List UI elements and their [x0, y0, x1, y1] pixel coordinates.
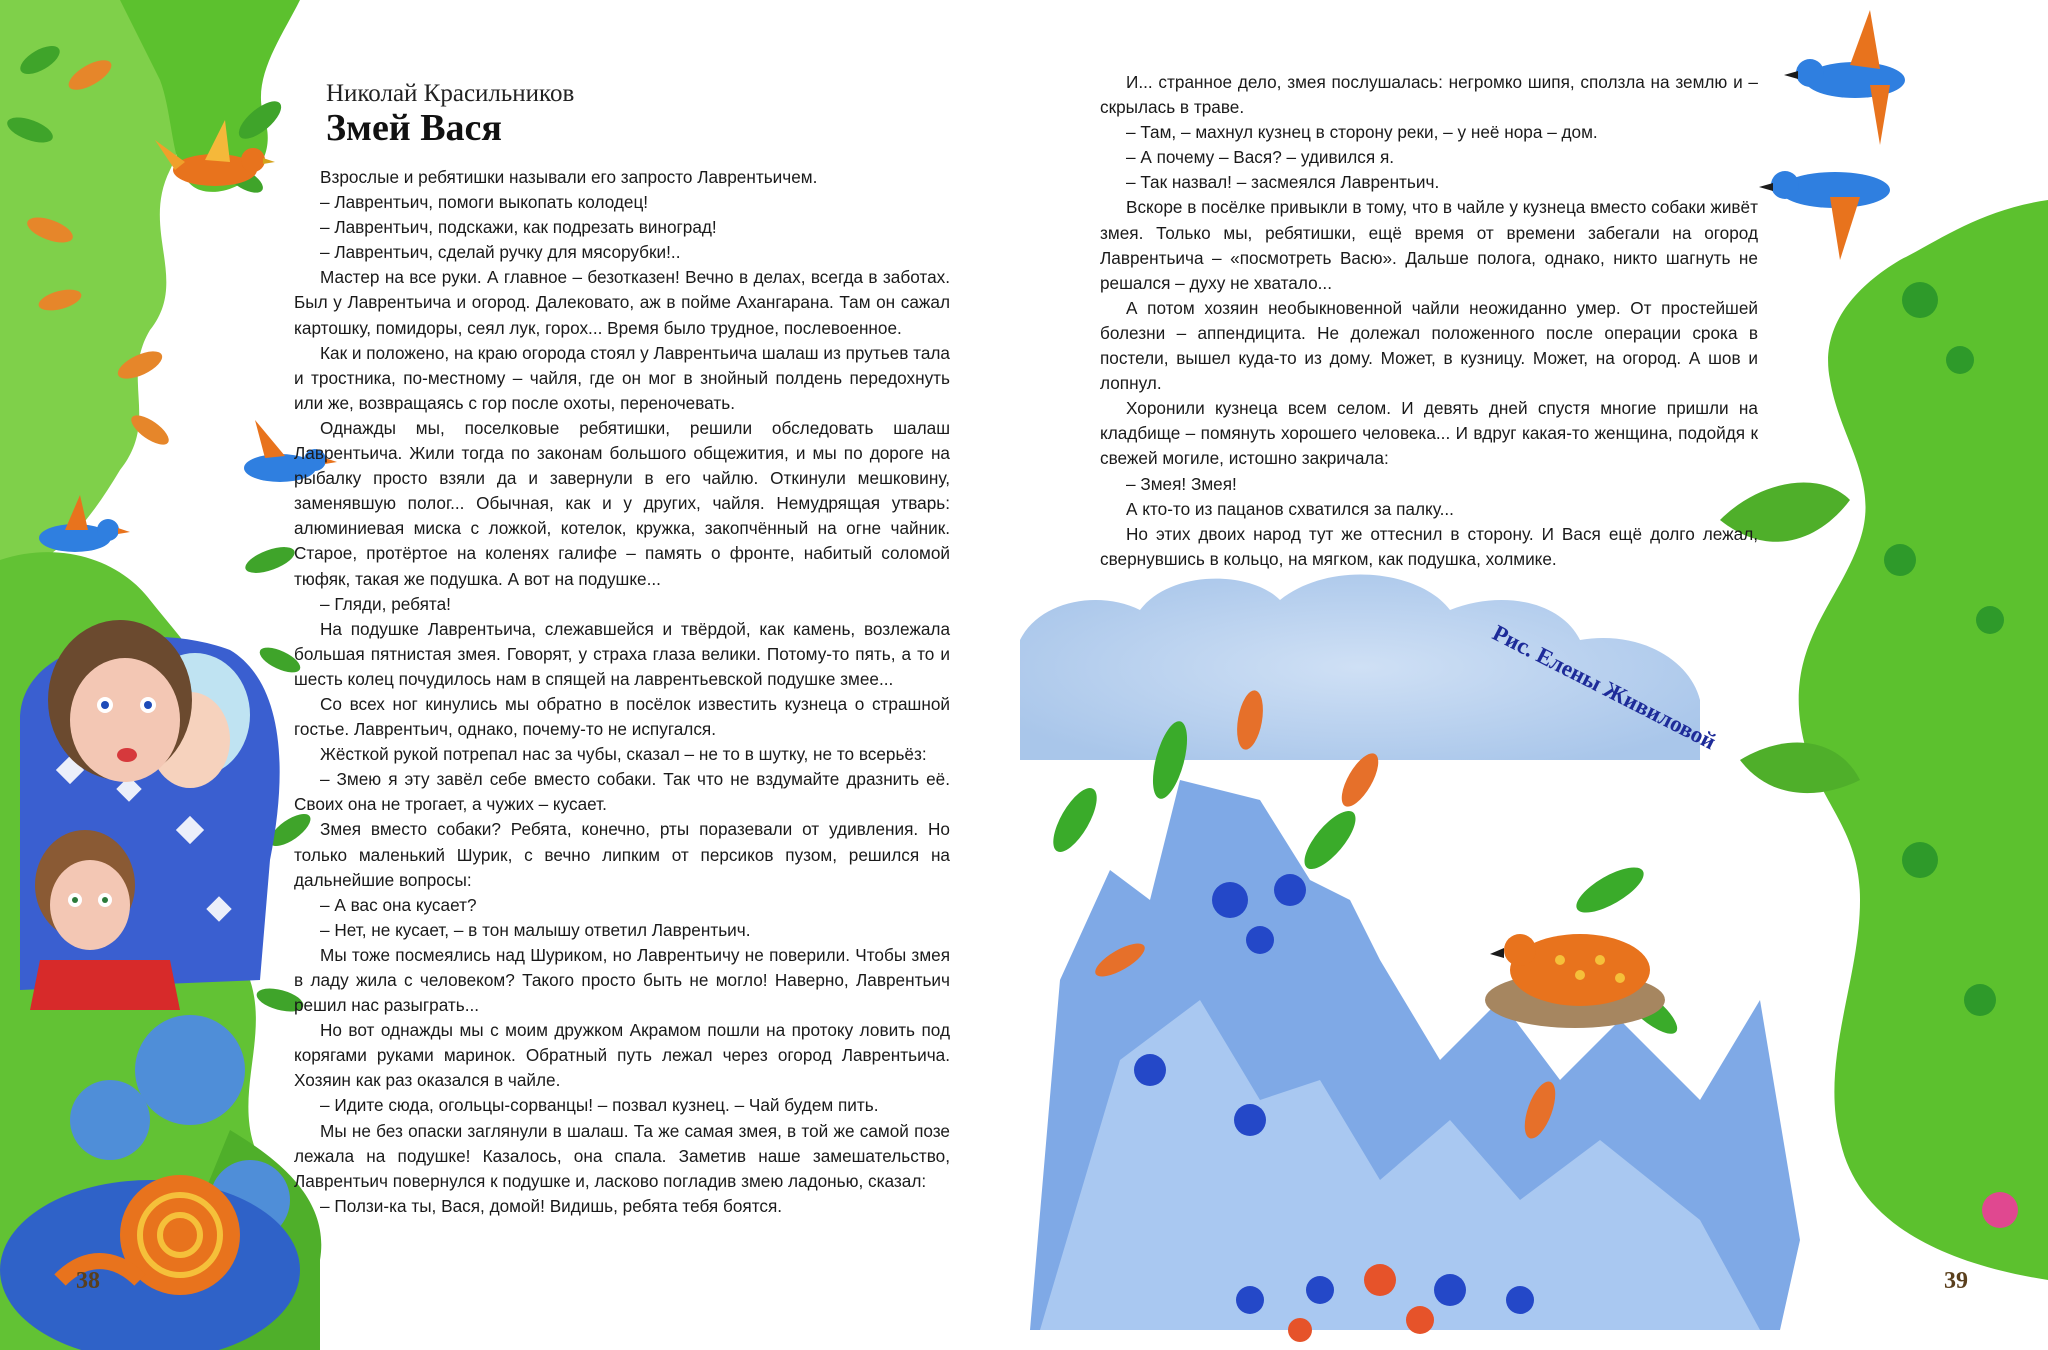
paragraph: – Лаврентьич, сделай ручку для мясорубки!..	[320, 242, 681, 263]
story-title: Змей Вася	[326, 107, 502, 149]
sky-cloud	[1020, 575, 1700, 760]
paragraph: Но вот однажды мы с моим дружком Акрамом пошли на протоку ловить под корягами руками маринок. Обратный путь лежал через огород Лаврентьича. Хозяин как раз оказался в чайле.	[294, 1020, 950, 1091]
paragraph: И... странное дело, змея послушалась: негромко шипя, сползла на землю и – скрылась в траве.	[1100, 72, 1758, 118]
paragraph: – Змею я эту завёл себе вместо собаки. Так что не вздумайте дразнить её. Своих она не трогает, а чужих – кусает.	[294, 769, 950, 815]
paragraph: – Змея! Змея!	[1126, 473, 1237, 494]
paragraph: Взрослые и ребятишки называли его запросто Лаврентьичем.	[320, 167, 818, 187]
illustration-credit: Рис. Елены Живиловой	[1488, 620, 1721, 755]
page-number-right: 39	[1944, 1268, 1968, 1294]
paragraph: – Идите сюда, огольцы-сорванцы! – позвал кузнец. – Чай будем пить.	[320, 1095, 879, 1116]
paragraph: – Лаврентьич, подскажи, как подрезать виноград!	[320, 217, 717, 238]
paragraph: – Гляди, ребята!	[320, 593, 451, 614]
paragraph: – Лаврентьич, помоги выкопать колодец!	[320, 192, 649, 213]
paragraph: Мы тоже посмеялись над Шуриком, но Лаврентьичу не поверили. Чтобы змея в ладу жила с человеком? Такого просто быть не могло! Наверно, Лаврентьич решил нас разыграть...	[294, 944, 950, 1016]
paragraph: – Ползи-ка ты, Вася, домой! Видишь, ребята тебя боятся.	[320, 1195, 783, 1216]
paragraph: А кто-то из пацанов схватился за палку...	[1126, 498, 1454, 519]
paragraph: – Там, – махнул кузнец в сторону реки, – у неё нора – дом.	[1126, 122, 1598, 143]
nest-bird-icon	[1485, 934, 1665, 1028]
paragraph: На подушке Лаврентьича, слежавшейся и твёрдой, как камень, возлежала большая пятнистая змея. Говорят, у страха глаза велики. Потому-то пять, а то и шесть колец почудилось нам в спящей на лаврентьевской подушке змее...	[294, 618, 950, 689]
paragraph: Хоронили кузнеца всем селом. И девять дней спустя многие пришли на кладбище – помянуть хорошего человека... И вдруг какая-то женщина, подойдя к свежей могиле, истошно закричала:	[1100, 398, 1758, 469]
paragraph: Однажды мы, поселковые ребятишки, решили обследовать шалаш Лаврентьича. Жили тогда по законам большого общежития, и мы по дороге на рыбалку просто взяли да и завернули в его чайлю. Откинули мешковину, заменявшую полог... Обычная, как и у других, чайля. Немудрящая утварь: алюминиевая миска с ложкой, котелок, кружка, закопчённый на огне чайник. Старое, протёртое на коленях галифе – память о фронте, набитый соломой тюфяк, такая же подушка. А вот на подушке...	[294, 417, 950, 589]
paragraph: – А почему – Вася? – удивился я.	[1126, 147, 1395, 168]
left-page-text	[294, 165, 950, 1219]
paragraph: Змея вместо собаки? Ребята, конечно, рты поразевали от удивления. Но только маленький Шурик, с вечно липким от персиков пузом, решился на дальнейшие вопросы:	[294, 819, 950, 890]
right-page-text	[1100, 70, 1758, 572]
paragraph: Со всех ног кинулись мы обратно в посёлок известить кузнеца о страшной гостье. Лаврентьич, однако, почему-то не испугался.	[294, 693, 950, 740]
paragraph: – Так назвал! – засмеялся Лаврентьич.	[1126, 172, 1440, 193]
blue-bird-icon	[1784, 10, 1905, 145]
pink-flower-icon	[1982, 1192, 2018, 1228]
author-name: Николай Красильников	[326, 80, 575, 107]
paragraph: Вскоре в посёлке привыкли в тому, что в чайле у кузнеца вместо собаки живёт змея. Только мы, ребятишки, ещё время от времени забегали на огород Лаврентьича – «посмотреть Васю». Дальше полога, однако, никто шагнуть не решался – духу не хватало...	[1100, 197, 1758, 293]
page-number-left: 38	[76, 1268, 100, 1294]
paragraph: А потом хозяин необыкновенной чайли неожиданно умер. От простейшей болезни – аппендицита. Не долежал положенного после операции срока в постели, вышел куда-то из дому. Может, в кузницу. Может, на огород. А шов и лопнул.	[1100, 297, 1758, 394]
blue-bird-icon	[1759, 171, 1890, 260]
children-illustration	[20, 620, 280, 1010]
paragraph: Как и положено, на краю огорода стоял у Лаврентьича шалаш из прутьев тала и тростника, по-местному – чайля, где он мог в знойный полдень передохнуть или же, возвращаясь с гор после охоты, переночевать.	[294, 342, 950, 413]
paragraph: – Нет, не кусает, – в тон малышу ответил Лаврентьич.	[320, 919, 751, 940]
paragraph: – А вас она кусает?	[320, 894, 477, 915]
paragraph: Но этих двоих народ тут же оттеснил в сторону. И Вася ещё долго лежал, свернувшись в кольцо, на мягком, как подушка, холмике.	[1100, 523, 1758, 569]
paragraph: Мастер на все руки. А главное – безотказен! Вечно в делах, всегда в заботах. Был у Лаврентьича и огород. Далековато, аж в пойме Ахангарана. Там он сажал картошку, помидоры, сеял лук, горох... Время было трудное, послевоенное.	[294, 267, 950, 338]
paragraph: Мы не без опаски заглянули в шалаш. Та же самая змея, в той же самой позе лежала на подушке! Казалось, она спала. Заметив наше замешательство, Лаврентьич повернулся к подушке и, ласково погладив змею ладонью, сказал:	[294, 1120, 950, 1191]
paragraph: Жёсткой рукой потрепал нас за чубы, сказал – не то в шутку, не то всерьёз:	[320, 744, 927, 765]
